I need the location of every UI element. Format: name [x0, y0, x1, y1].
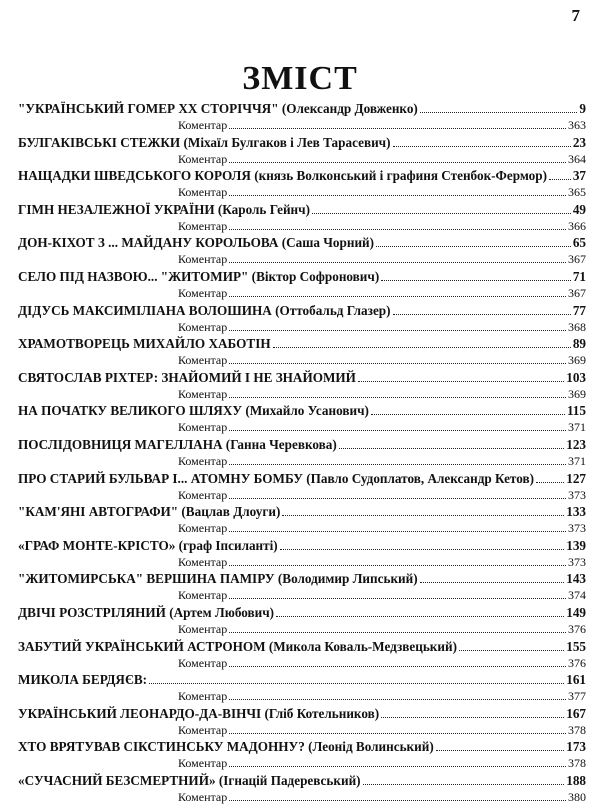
dot-leader [229, 319, 566, 331]
dot-leader [381, 706, 564, 718]
dot-leader [229, 755, 566, 767]
comment-line [18, 151, 586, 166]
comment-line [18, 755, 586, 770]
dot-leader [339, 437, 564, 449]
comment-line [18, 688, 586, 703]
comment-line [18, 587, 586, 602]
chapter-author: (Саша Чорний) [281, 235, 375, 251]
chapter-page-number: 9 [579, 101, 586, 116]
comment-label: Коментар [178, 521, 228, 536]
comment-line [18, 419, 586, 434]
toc-entry[interactable] [18, 773, 586, 806]
comment-label: Коментар [178, 353, 228, 368]
chapter-title: СВЯТОСЛАВ РІХТЕР: ЗНАЙОМИЙ І НЕ ЗНАЙОМИЙ [18, 369, 356, 385]
chapter-author: (Ігнацій Падеревський) [218, 772, 361, 788]
dot-leader [536, 471, 564, 483]
comment-label: Коментар [178, 655, 228, 670]
comment-page-number: 378 [568, 756, 586, 771]
comment-line [18, 117, 586, 132]
comment-page-number: 369 [568, 386, 586, 401]
comment-label: Коментар [178, 386, 228, 401]
dot-leader [229, 453, 566, 465]
toc-entry-line [18, 101, 586, 117]
dot-leader [229, 386, 566, 398]
chapter-title: ДІДУСЬ МАКСИМІЛІАНА ВОЛОШИНА [18, 302, 272, 318]
toc-entry[interactable] [18, 504, 586, 538]
comment-page-number: 368 [568, 319, 586, 334]
comment-line [18, 386, 586, 401]
chapter-page-number: 115 [566, 403, 586, 419]
chapter-author: (Віктор Софронович) [251, 268, 380, 284]
toc-entry-line [18, 605, 586, 621]
chapter-title: НА ПОЧАТКУ ВЕЛИКОГО ШЛЯХУ [18, 403, 243, 419]
dot-leader [420, 101, 578, 113]
chapter-page-number: 167 [566, 705, 586, 721]
chapter-page-number: 77 [572, 302, 586, 318]
chapter-page-number: 127 [566, 470, 586, 486]
chapter-title: ХТО ВРЯТУВАВ СІКСТИНСЬКУ МАДОННУ? [18, 739, 305, 755]
chapter-title: «СУЧАСНИЙ БЕЗСМЕРТНИЙ» [18, 772, 216, 788]
comment-page-number: 374 [568, 588, 586, 603]
chapter-author: (Павло Судоплатов, Александр Кетов) [306, 470, 535, 486]
dot-leader [282, 504, 564, 516]
dot-leader [229, 621, 566, 633]
toc-entry[interactable] [18, 135, 586, 169]
comment-label: Коментар [178, 722, 228, 737]
comment-page-number: 378 [568, 722, 586, 737]
toc-entry-line [18, 336, 586, 352]
comment-page-number: 371 [568, 453, 586, 468]
comment-page-number: 373 [568, 487, 586, 502]
comment-page-number: 377 [568, 689, 586, 704]
chapter-title: НАЩАДКИ ШВЕДСЬКОГО КОРОЛЯ [18, 168, 251, 184]
toc-entry-line [18, 370, 586, 386]
comment-line [18, 453, 586, 468]
toc-entry-line [18, 235, 586, 251]
comment-label: Коментар [178, 789, 228, 804]
comment-page-number: 364 [568, 151, 586, 166]
dot-leader [363, 773, 565, 785]
toc-entry[interactable] [18, 639, 586, 673]
dot-leader [229, 184, 566, 196]
chapter-author: (граф Іпсиланті) [178, 537, 278, 553]
chapter-title: ДОН-КІХОТ З ... МАЙДАНУ КОРОЛЬОВА [18, 235, 279, 251]
toc-entry-line [18, 571, 586, 587]
comment-page-number: 376 [568, 655, 586, 670]
toc-entry[interactable] [18, 303, 586, 337]
dot-leader [312, 202, 571, 214]
dot-leader [229, 487, 566, 499]
dot-leader [459, 639, 564, 651]
chapter-author: (Артем Любович) [169, 604, 275, 620]
chapter-author: (Олександр Довженко) [281, 101, 418, 116]
comment-label: Коментар [178, 319, 228, 334]
toc-entry[interactable] [18, 336, 586, 370]
chapter-page-number: 149 [566, 604, 586, 620]
dot-leader [229, 285, 566, 297]
toc-entry-line [18, 773, 586, 789]
dot-leader [273, 336, 571, 348]
dot-leader [436, 739, 564, 751]
dot-leader [393, 303, 571, 315]
chapter-page-number: 143 [566, 571, 586, 587]
chapter-page-number: 173 [566, 739, 586, 755]
comment-page-number: 367 [568, 285, 586, 300]
comment-page-number: 376 [568, 621, 586, 636]
comment-label: Коментар [178, 285, 228, 300]
comment-label: Коментар [178, 252, 228, 267]
comment-line [18, 554, 586, 569]
dot-leader [149, 672, 564, 684]
comment-page-number: 380 [568, 789, 586, 804]
chapter-page-number: 71 [572, 268, 586, 284]
comment-line [18, 352, 586, 367]
toc-entry-line [18, 437, 586, 453]
chapter-page-number: 89 [572, 336, 586, 352]
toc-entry[interactable] [18, 538, 586, 572]
comment-line [18, 251, 586, 266]
comment-label: Коментар [178, 453, 228, 468]
dot-leader [280, 538, 565, 550]
comment-label: Коментар [178, 554, 228, 569]
comment-page-number: 371 [568, 420, 586, 435]
comment-label: Коментар [178, 487, 228, 502]
comment-label: Коментар [178, 185, 228, 200]
toc-entry[interactable] [18, 403, 586, 437]
comment-line [18, 655, 586, 670]
comment-page-number: 373 [568, 554, 586, 569]
comment-label: Коментар [178, 218, 228, 233]
chapter-author: (Оттобальд Глазер) [275, 302, 391, 318]
comment-line [18, 621, 586, 636]
comment-label: Коментар [178, 118, 228, 132]
toc-entry[interactable] [18, 571, 586, 605]
chapter-title: СЕЛО ПІД НАЗВОЮ... "ЖИТОМИР" [18, 268, 249, 284]
dot-leader [229, 117, 566, 129]
comment-line [18, 285, 586, 300]
chapter-title: БУЛГАКІВСЬКІ СТЕЖКИ [18, 134, 181, 150]
dot-leader [358, 370, 564, 382]
dot-leader [229, 151, 566, 163]
chapter-author: (Кароль Гейнч) [217, 201, 310, 217]
chapter-title: ДВІЧІ РОЗСТРІЛЯНИЙ [18, 604, 166, 620]
toc-entry-line [18, 202, 586, 218]
toc-entry-line [18, 639, 586, 655]
comment-page-number: 367 [568, 252, 586, 267]
comment-page-number: 363 [568, 118, 586, 132]
toc-entry-line [18, 135, 586, 151]
comment-page-number: 373 [568, 521, 586, 536]
chapter-title: УКРАЇНСЬКИЙ ЛЕОНАРДО-ДА-ВІНЧІ [18, 705, 262, 721]
dot-leader [229, 554, 566, 566]
dot-leader [229, 419, 566, 431]
dot-leader [229, 722, 566, 734]
comment-line [18, 184, 586, 199]
toc-entry-line [18, 706, 586, 722]
dot-leader [381, 269, 571, 281]
chapter-author: (Михайло Усанович) [245, 403, 369, 419]
dot-leader [371, 403, 565, 415]
table-of-contents [18, 101, 586, 806]
chapter-title: ЗАБУТИЙ УКРАЇНСЬКИЙ АСТРОНОМ [18, 638, 266, 654]
toc-entry-line [18, 538, 586, 554]
comment-line [18, 218, 586, 233]
dot-leader [229, 688, 566, 700]
chapter-title: ГІМН НЕЗАЛЕЖНОЇ УКРАЇНИ [18, 201, 215, 217]
chapter-title: «ГРАФ МОНТЕ-КРІСТО» [18, 537, 176, 553]
chapter-title: ХРАМОТВОРЕЦЬ МИХАЙЛО ХАБОТІН [18, 336, 271, 352]
toc-entry[interactable] [18, 370, 586, 404]
comment-label: Коментар [178, 151, 228, 166]
chapter-page-number: 65 [572, 235, 586, 251]
chapter-page-number: 23 [572, 134, 586, 150]
toc-entry[interactable] [18, 471, 586, 505]
chapter-title: "ЖИТОМИРСЬКА" ВЕРШИНА ПАМІРУ [18, 571, 275, 587]
chapter-title: "КАМ'ЯНІ АВТОГРАФИ" [18, 504, 179, 520]
chapter-title: МИКОЛА БЕРДЯЄВ: [18, 672, 148, 688]
dot-leader [229, 218, 566, 230]
chapter-title: ПРО СТАРИЙ БУЛЬВАР І... АТОМНУ БОМБУ [18, 470, 303, 486]
chapter-author: (Ганна Черевкова) [225, 436, 337, 452]
toc-entry-line [18, 168, 586, 184]
comment-label: Коментар [178, 588, 228, 603]
chapter-author: (Міхаїл Булгаков і Лев Тарасевич) [183, 134, 391, 150]
toc-entry-line [18, 403, 586, 419]
chapter-author: (Вацлав Длоуги) [181, 504, 281, 520]
toc-entry[interactable] [18, 739, 586, 773]
toc-entry[interactable] [18, 202, 586, 236]
comment-line [18, 487, 586, 502]
toc-entry-line [18, 504, 586, 520]
comment-line [18, 789, 586, 804]
toc-entry[interactable] [18, 235, 586, 269]
dot-leader [276, 605, 564, 617]
chapter-author: (Микола Коваль-Медзвецький) [268, 638, 457, 654]
chapter-title: "УКРАЇНСЬКИЙ ГОМЕР ХХ СТОРІЧЧЯ" [18, 101, 279, 116]
chapter-author: (Леонід Волинський) [308, 739, 434, 755]
comment-line [18, 319, 586, 334]
toc-entry[interactable] [18, 101, 586, 135]
comment-label: Коментар [178, 420, 228, 435]
toc-entry[interactable] [18, 605, 586, 639]
page-title: ЗМІСТ [242, 60, 358, 97]
chapter-page-number: 161 [566, 672, 586, 688]
dot-leader [229, 655, 566, 667]
comment-page-number: 365 [568, 185, 586, 200]
chapter-author: (Гліб Котельников) [264, 705, 380, 721]
chapter-page-number: 133 [566, 504, 586, 520]
chapter-page-number: 49 [572, 201, 586, 217]
toc-entry[interactable] [18, 706, 586, 740]
toc-entry[interactable] [18, 437, 586, 471]
toc-entry[interactable] [18, 269, 586, 303]
comment-page-number: 366 [568, 218, 586, 233]
chapter-page-number: 155 [566, 638, 586, 654]
toc-entry-line [18, 672, 586, 688]
comment-page-number: 369 [568, 353, 586, 368]
page-number: 7 [571, 6, 580, 25]
toc-entry-line [18, 739, 586, 755]
dot-leader [549, 168, 571, 180]
dot-leader [420, 571, 565, 583]
toc-entry[interactable] [18, 672, 586, 706]
dot-leader [229, 251, 566, 263]
chapter-page-number: 188 [566, 772, 586, 788]
chapter-page-number: 139 [566, 537, 586, 553]
dot-leader [229, 587, 566, 599]
dot-leader [229, 789, 566, 801]
comment-line [18, 520, 586, 535]
dot-leader [393, 135, 571, 147]
toc-entry[interactable] [18, 168, 586, 202]
chapter-title: ПОСЛІДОВНИЦЯ МАГЕЛЛАНА [18, 436, 223, 452]
comment-line [18, 722, 586, 737]
comment-label: Коментар [178, 689, 228, 704]
toc-entry-line [18, 471, 586, 487]
chapter-page-number: 37 [572, 168, 586, 184]
chapter-page-number: 123 [566, 436, 586, 452]
comment-label: Коментар [178, 621, 228, 636]
comment-label: Коментар [178, 756, 228, 771]
dot-leader [229, 352, 566, 364]
toc-entry-line [18, 303, 586, 319]
chapter-author: (Володимир Липський) [277, 571, 418, 587]
dot-leader [229, 520, 566, 532]
dot-leader [376, 235, 571, 247]
chapter-author: (князь Волконський і графиня Стенбок-Фермор) [254, 168, 547, 184]
toc-entry-line [18, 269, 586, 285]
chapter-page-number: 103 [566, 369, 586, 385]
